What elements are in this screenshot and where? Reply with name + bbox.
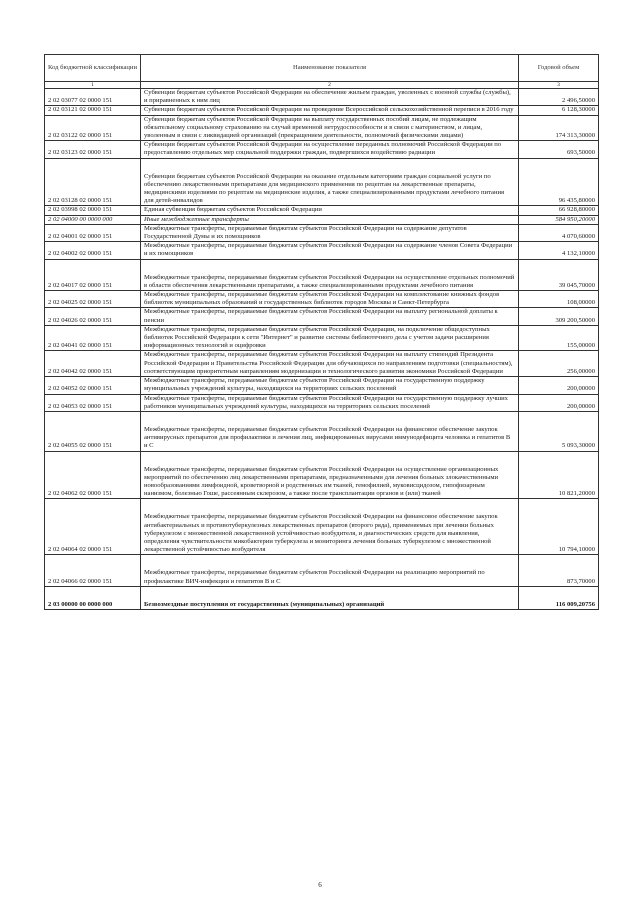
header-name: Наименование показателя [141,55,519,82]
row-value: 200,00000 [519,377,599,394]
row-value: 5 093,30000 [519,411,599,451]
table-row [45,555,599,586]
row-code: 2 02 03077 02 0000 151 [45,89,141,106]
table-row [45,224,599,241]
table-row [45,206,599,215]
table-row [45,242,599,259]
row-code: 2 02 04001 02 0000 151 [45,224,141,241]
row-name: Субвенции бюджетам субъектов Российской Федерации на осуществление переданных полномочий Российской Федерации по предоставлению отдельных мер социальной поддержки граждан, подвергшихся воздействию радиации [141,141,519,158]
row-name: Межбюджетные трансферты, передаваемые бюджетам субъектов Российской Федерации на содержание членов Совета Федерации и их помощников [141,242,519,259]
row-value: 200,00000 [519,394,599,411]
row-value: 10 821,20000 [519,451,599,499]
table-row [45,308,599,325]
table-row [45,586,599,609]
row-code: 2 02 03121 02 0000 151 [45,106,141,115]
column-numbers [45,82,599,89]
table-row [45,351,599,377]
row-value: 2 496,50000 [519,89,599,106]
row-code: 2 02 04026 02 0000 151 [45,308,141,325]
row-value: 96 435,80000 [519,158,599,206]
row-name: Иные межбюджетные трансферты [141,215,519,224]
row-code: 2 02 04053 02 0000 151 [45,394,141,411]
row-code: 2 02 04055 02 0000 151 [45,411,141,451]
row-name: Единая субвенция бюджетам субъектов Российской Федерации [141,206,519,215]
row-name: Субвенции бюджетам субъектов Российской Федерации на оказание отдельным категориям граждан социальной услуги по обеспечению лекарственными препаратами для медицинского применения по рецептам на лекарственные препараты, медицинскими изделиями по рецептам на медицинские изделия, а также специализированными продуктами лечебного питания для детей-инвалидов [141,158,519,206]
row-value: 39 045,70000 [519,259,599,290]
row-code: 2 02 04002 02 0000 151 [45,242,141,259]
row-code: 2 02 04000 00 0000 000 [45,215,141,224]
row-name: Безвозмездные поступления от государственных (муниципальных) организаций [141,586,519,609]
header-value: Годовой объем [519,55,599,82]
row-name: Межбюджетные трансферты, передаваемые бюджетам субъектов Российской Федерации на комплектование книжных фондов библиотек муниципальных образований и государственных библиотек городов Москвы и Санкт-Петербурга [141,291,519,308]
row-name: Межбюджетные трансферты, передаваемые бюджетам субъектов Российской Федерации на выплату стипендий Президента Российской Федерации и Правительства Российской Федерации для обучающихся по направлениям подготовки (специальностям), соответствующим приоритетным направлениям модернизации и технологического развития экономики Российской Федерации [141,351,519,377]
row-value: 309 200,50000 [519,308,599,325]
row-code: 2 02 03122 02 0000 151 [45,115,141,141]
row-value: 6 128,30000 [519,106,599,115]
table-row [45,451,599,499]
row-value: 256,00000 [519,351,599,377]
row-value: 10 794,10000 [519,499,599,555]
column-number: 1 [45,82,141,89]
row-code: 2 02 04062 02 0000 151 [45,451,141,499]
table-row [45,259,599,290]
row-value: 4 070,60000 [519,224,599,241]
table-row [45,106,599,115]
row-name: Субвенции бюджетам субъектов Российской Федерации на обеспечение жильем граждан, уволенных с военной службы (службы), и приравненных к ним лиц [141,89,519,106]
row-value: 4 132,10000 [519,242,599,259]
row-code: 2 02 04041 02 0000 151 [45,325,141,351]
table-row [45,411,599,451]
row-code: 2 02 04064 02 0000 151 [45,499,141,555]
row-code: 2 02 04025 02 0000 151 [45,291,141,308]
row-name: Межбюджетные трансферты, передаваемые бюджетам субъектов Российской Федерации на содержание депутатов Государственной Думы и их помощников [141,224,519,241]
table-row [45,291,599,308]
row-name: Межбюджетные трансферты, передаваемые бюджетам субъектов Российской Федерации на финансовое обеспечение закупок антибактериальных и противотуберкулезных лекарственных препаратов (второго ряда), применяемых при лечении больных туберкулезом с множественной лекарственной устойчивостью возбудителя, и диагностических средств для выявления, определения чувствительности микобактерии туберкулеза и мониторинга лечения больных туберкулезом с множественной лекарственной устойчивостью возбудителя [141,499,519,555]
row-code: 2 02 04042 02 0000 151 [45,351,141,377]
header-code: Код бюджетной классификации [45,55,141,82]
row-name: Межбюджетные трансферты, передаваемые бюджетам субъектов Российской Федерации на государственную поддержку лучших работников муниципальных учреждений культуры, находящихся на территориях сельских поселений [141,394,519,411]
row-name: Межбюджетные трансферты, передаваемые бюджетам субъектов Российской Федерации на государственную поддержку муниципальных учреждений культуры, находящихся на территориях сельских поселений [141,377,519,394]
row-name: Межбюджетные трансферты, передаваемые бюджетам субъектов Российской Федерации, на подключение общедоступных библиотек Российской Федерации к сети "Интернет" и развитие системы библиотечного дела с учетом задачи расширения информационных технологий и оцифровки [141,325,519,351]
row-code: 2 02 04066 02 0000 151 [45,555,141,586]
table-row [45,89,599,106]
table-row [45,115,599,141]
row-value: 174 313,30000 [519,115,599,141]
row-name: Межбюджетные трансферты, передаваемые бюджетам субъектов Российской Федерации на осуществление организационных мероприятий по обеспечению лиц лекарственными препаратами, предназначенными для лечения больных злокачественными новообразованиями лимфоидной, кроветворной и родственных им тканей, гемофилией, муковисцидозом, гипофизарным нанизмом, болезнью Гоше, рассеянным склерозом, а также после трансплантации органов и (или) тканей [141,451,519,499]
row-value: 108,00000 [519,291,599,308]
row-code: 2 03 00000 00 0000 000 [45,586,141,609]
table-header [45,55,599,82]
row-value: 693,50000 [519,141,599,158]
row-code: 2 02 03128 02 0000 151 [45,158,141,206]
row-value: 155,00000 [519,325,599,351]
row-name: Межбюджетные трансферты, передаваемые бюджетам субъектов Российской Федерации на финансовое обеспечение закупок антивирусных препаратов для профилактики и лечения лиц, инфицированных вирусами иммунодефицита человека и гепатитов B и C [141,411,519,451]
table-row [45,325,599,351]
table-row [45,499,599,555]
row-name: Межбюджетные трансферты, передаваемые бюджетам субъектов Российской Федерации на выплату региональной доплаты к пенсии [141,308,519,325]
table-row [45,215,599,224]
page-number: 6 [318,881,322,889]
row-code: 2 02 03998 02 0000 151 [45,206,141,215]
column-number: 3 [519,82,599,89]
row-code: 2 02 04017 02 0000 151 [45,259,141,290]
row-value: 873,70000 [519,555,599,586]
row-name: Межбюджетные трансферты, передаваемые бюджетам субъектов Российской Федерации на реализацию мероприятий по профилактике ВИЧ-инфекции и гепатитов B и C [141,555,519,586]
row-name: Субвенции бюджетам субъектов Российской Федерации на выплату государственных пособий лицам, не подлежащим обязательному социальному страхованию на случай временной нетрудоспособности и в связи с материнством, и лицам, уволенным в связи с ликвидацией организаций (прекращением деятельности, полномочий физическими лицами) [141,115,519,141]
row-code: 2 02 03123 02 0000 151 [45,141,141,158]
table-row [45,141,599,158]
row-code: 2 02 04052 02 0000 151 [45,377,141,394]
row-value: 584 950,20000 [519,215,599,224]
budget-table [44,54,599,610]
table-row [45,394,599,411]
table-row [45,158,599,206]
row-value: 66 928,80000 [519,206,599,215]
column-number: 2 [141,82,519,89]
table-row [45,377,599,394]
row-name: Субвенции бюджетам субъектов Российской Федерации на проведение Всероссийской сельскохозяйственной переписи в 2016 году [141,106,519,115]
row-value: 116 009,20756 [519,586,599,609]
row-name: Межбюджетные трансферты, передаваемые бюджетам субъектов Российской Федерации на осуществление отдельных полномочий в области обеспечения лекарственными препаратами, а также специализированными продуктами лечебного питания [141,259,519,290]
